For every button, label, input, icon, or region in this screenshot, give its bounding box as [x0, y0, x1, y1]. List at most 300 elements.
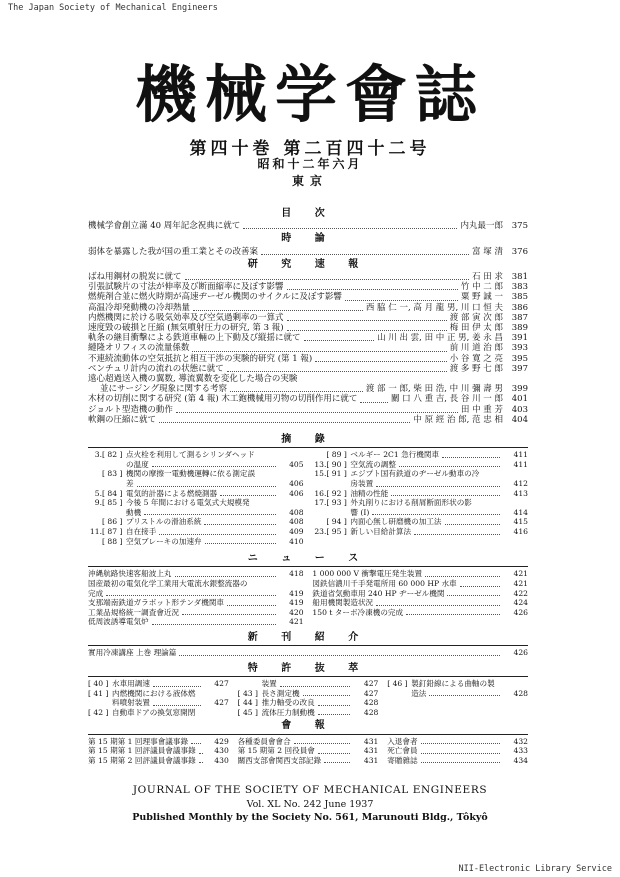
- toc-entry-author: 石 田 求: [472, 272, 503, 283]
- footer-volume: Vol. XL No. 242 June 1937: [246, 799, 374, 810]
- news-item[interactable]: [88, 617, 304, 627]
- toc-leader: [318, 714, 351, 715]
- toc-leader: [106, 595, 275, 596]
- toc-entry[interactable]: [88, 333, 528, 343]
- toc-entry-page: 385: [511, 292, 528, 303]
- toc-leader: [227, 605, 276, 606]
- patent-item[interactable]: [387, 679, 528, 689]
- toc-leader: [445, 524, 500, 525]
- toc-entry-author: 前 川 道 治 郎: [449, 343, 503, 354]
- toc-entry-continued[interactable]: [88, 384, 528, 394]
- masthead-title: 機械学會誌: [134, 58, 485, 131]
- abstract-title: 空気流の調整: [350, 459, 396, 469]
- toc-entry[interactable]: [88, 272, 528, 282]
- patents-column-2: [238, 679, 379, 717]
- toc-leader: [185, 279, 470, 280]
- society-item[interactable]: [88, 737, 229, 747]
- news-item-title: 鉄道省気動車用 240 HP ヂーゼル機関: [312, 588, 445, 598]
- toc-entry-page: 391: [511, 333, 528, 344]
- toc-entry-title: 燃焼剤合並に燃火時期が高速ヂーゼル機関のサイクルに及ぼす影響: [88, 292, 342, 303]
- society-item-page: 432: [513, 736, 528, 746]
- patent-item-page: 427: [214, 698, 229, 708]
- toc-leader: [294, 743, 351, 744]
- abstract-title: プリストルの滑油系統: [126, 517, 202, 527]
- toc-leader: [425, 576, 500, 577]
- abstract-page: 408: [289, 517, 304, 527]
- abstract-ref: [ 95 ]: [326, 527, 347, 537]
- toc-leader: [318, 753, 350, 754]
- toc-leader: [144, 514, 275, 515]
- toc-entry-author: 渡 部 寅 次 郎: [449, 312, 503, 323]
- society-item-page: 431: [363, 736, 379, 746]
- abstract-entry[interactable]: [88, 460, 304, 470]
- toc-entry[interactable]: [88, 394, 528, 404]
- toc-entry-page: 376: [511, 246, 528, 257]
- society-item-title: 入退會者: [387, 736, 418, 746]
- abstract-ref: [ 89 ]: [326, 450, 347, 460]
- abstract-ref: [ 84 ]: [102, 488, 123, 498]
- patent-item-title: 推力軸受の改良: [261, 698, 315, 708]
- toc-leader: [159, 534, 275, 535]
- patent-item-ref: [ 45 ]: [237, 707, 259, 717]
- toc-leader: [153, 686, 201, 687]
- toc-leader: [315, 361, 447, 362]
- toc-leader: [345, 300, 458, 301]
- abstract-number: 13.: [314, 459, 327, 469]
- news-item-title: 船用機関製造状況: [312, 598, 374, 608]
- news-item-page: 421: [513, 579, 528, 588]
- book-item-title: 實用冷凍講座 上巻 理論篇: [88, 648, 177, 658]
- toc-entry-title: 引張試験片の寸法が伸率及び断面縮率に及ぼす影響: [88, 282, 284, 293]
- toc-leader: [372, 514, 500, 515]
- patent-item[interactable]: [238, 708, 379, 718]
- toc-entry-page: 404: [511, 414, 528, 425]
- toc-entry[interactable]: [88, 292, 528, 302]
- abstracts-right-column: [312, 450, 528, 546]
- abstract-number: 17.: [314, 498, 327, 508]
- patent-item-page: 427: [363, 678, 379, 688]
- abstract-title: エジプト国有鉄道のヂーゼル動車の冷: [350, 469, 480, 479]
- abstract-entry[interactable]: [88, 479, 304, 489]
- toc-leader: [360, 402, 388, 403]
- abstract-entry[interactable]: [312, 460, 528, 470]
- patent-item[interactable]: [238, 698, 379, 708]
- abstract-title: 点火栓を利用して測るシリンダヘッド: [126, 450, 255, 460]
- abstract-entry[interactable]: [88, 527, 304, 537]
- toc-entry[interactable]: [88, 282, 528, 292]
- toc-entry-page: 403: [511, 404, 528, 415]
- society-item-page: 430: [214, 746, 229, 756]
- abstract-page: 405: [289, 459, 304, 469]
- toc-entry-author: 内丸最一郎: [460, 221, 503, 232]
- society-item[interactable]: [238, 746, 379, 756]
- news-item-page: 426: [513, 607, 528, 617]
- news-item[interactable]: [88, 608, 304, 618]
- toc-entry-author: 梅 田 伊 太 郎: [449, 323, 503, 334]
- society-item-title: 寄贈雜誌: [387, 755, 418, 765]
- books-list: [88, 648, 528, 658]
- news-item-title: 図鉄信濃川千手発電所用 60 000 HP 水車: [312, 579, 457, 588]
- patent-item-ref: [ 43 ]: [237, 688, 259, 698]
- book-item[interactable]: [88, 648, 528, 658]
- abstract-page: 406: [289, 479, 304, 489]
- abstract-entry[interactable]: [88, 469, 304, 479]
- toc-heading: 目 次: [281, 208, 335, 219]
- abstract-entry[interactable]: [88, 508, 304, 518]
- abstract-ref: [ 91 ]: [326, 469, 347, 479]
- toc-leader: [376, 486, 500, 487]
- news-item[interactable]: [312, 608, 528, 618]
- abstract-entry[interactable]: [312, 527, 528, 537]
- toc-leader: [175, 576, 276, 577]
- toc-entry[interactable]: [88, 313, 528, 323]
- toc-entry-author: 渡 多 野 七 郎: [449, 363, 503, 374]
- news-item-title: 工業品規格統一調査會近況: [88, 607, 180, 617]
- toc-entry-title: 不連続流動体の空気抵抗と相互干渉の実験的研究 (第 1 報): [88, 353, 313, 364]
- abstract-title: 動機: [126, 507, 142, 517]
- section-heading-research: 研 究 速 報: [247, 258, 369, 270]
- section-heading-jiron: 時 論: [281, 233, 335, 245]
- toc-leader: [227, 371, 447, 372]
- toc-leader: [220, 495, 275, 496]
- source-watermark-bottom: NII-Electronic Library Service: [458, 864, 612, 874]
- patent-item-page: 427: [214, 678, 229, 688]
- news-item-title: 150 t ターボ冷凍機の完成: [312, 607, 404, 617]
- abstract-entry[interactable]: [312, 489, 528, 499]
- toc-entry-author: 富 塚 清: [472, 246, 503, 257]
- news-item-title: 支那端南鉄道ガラボット形テンダ機関車: [88, 598, 225, 608]
- abstract-title: 電気的計器による燃焼測器: [126, 488, 218, 498]
- abstract-entry[interactable]: [88, 537, 304, 547]
- news-item[interactable]: [312, 569, 528, 579]
- toc-entry[interactable]: [88, 323, 528, 333]
- society-item-page: 433: [513, 746, 528, 756]
- news-item-title: 国産最初の電気化学工業用大電流水銀整流器の: [88, 579, 248, 588]
- society-item-title: 第 15 期第 1 回評議員會議事錄: [88, 746, 196, 756]
- toc-leader: [406, 614, 500, 615]
- patent-item-page: 428: [363, 707, 379, 717]
- toc-entry-title: ベンチュリ計内の流れの状態に就て: [88, 363, 224, 374]
- toc-entry-page: 397: [511, 363, 528, 374]
- news-item-page: 424: [513, 598, 528, 608]
- abstract-entry[interactable]: [88, 498, 304, 508]
- news-item[interactable]: [88, 589, 304, 599]
- abstract-entry[interactable]: [312, 508, 528, 518]
- society-item-page: 429: [214, 736, 229, 746]
- toc-entry-title: ジョルト型造機の動作: [88, 404, 173, 415]
- toc-entry-title: 弱体を暴露した我が国の重工業とその改善案: [88, 246, 259, 257]
- toc-entry-title: 木材の切削に関する研究 (第 4 報) 木工鉋機械用刃物の切削作用に就て: [88, 394, 358, 405]
- jiron-list: [88, 247, 528, 257]
- news-item-page: 420: [289, 607, 304, 617]
- toc-entry-title: 高温冷却発動機の冷却熱量: [88, 302, 191, 313]
- research-list: [88, 272, 528, 374]
- toc-entry-author: 竹 中 二 郎: [460, 282, 503, 293]
- patents-column-1: [88, 679, 229, 717]
- toc-leader: [376, 605, 500, 606]
- toc-entry-title: 内燃機関に於ける吸気効率及び空気過剰率の一算式: [88, 312, 284, 323]
- toc-entry-page: 389: [511, 323, 528, 334]
- toc-leader: [287, 330, 447, 331]
- abstract-ref: [ 87 ]: [102, 527, 123, 537]
- toc-entry-author: 田 中 重 芳: [460, 404, 503, 415]
- abstract-entry[interactable]: [312, 469, 528, 479]
- toc-leader: [442, 457, 500, 458]
- toc-entry[interactable]: [88, 405, 528, 415]
- society-column-2: [238, 737, 379, 766]
- news-item[interactable]: [312, 598, 528, 608]
- abstract-ref: [ 86 ]: [102, 517, 123, 527]
- abstract-title: 今後 5 年間における電気式大規模発: [126, 498, 250, 508]
- news-item[interactable]: [88, 569, 304, 579]
- abstract-page: 408: [289, 507, 304, 517]
- abstract-number: 9.: [94, 498, 102, 508]
- toc-entry-author: 小 谷 寛 之 亮: [449, 353, 503, 364]
- toc-entry[interactable]: [88, 354, 528, 364]
- abstract-number: 15.: [314, 469, 327, 479]
- abstract-ref: [ 88 ]: [102, 536, 123, 546]
- abstract-ref: [ 85 ]: [102, 498, 123, 508]
- news-item[interactable]: [88, 598, 304, 608]
- patents-columns: [88, 679, 528, 717]
- toc-leader: [137, 486, 276, 487]
- society-item-title: 第 15 期第 1 回理事會議事錄: [88, 736, 189, 746]
- news-item-page: 421: [513, 569, 528, 579]
- patent-item-title: 造法: [411, 688, 427, 698]
- research-list-tail: [88, 394, 528, 425]
- abstract-ref: [ 92 ]: [326, 488, 347, 498]
- society-item[interactable]: [88, 746, 229, 756]
- society-item-title: 第 15 期第 2 回評議員會議事錄: [88, 755, 196, 765]
- toc-entry-page: 375: [511, 221, 528, 232]
- toc-leader: [191, 743, 201, 744]
- toc-leader: [421, 743, 500, 744]
- news-left-column: [88, 569, 304, 627]
- book-item-page: 426: [513, 648, 528, 658]
- abstract-page: 412: [513, 479, 528, 489]
- society-item-title: 死亡會員: [387, 746, 418, 756]
- toc-entry-author: 山 川 出 雲, 田 中 正 男, 姜 永 昌: [377, 333, 503, 344]
- news-item-page: 418: [289, 569, 304, 579]
- society-item[interactable]: [387, 756, 528, 766]
- patent-item-ref: [ 41 ]: [88, 688, 109, 698]
- society-columns: [88, 737, 528, 766]
- toc-leader: [280, 686, 351, 687]
- section-heading-books: 新 刊 紹 介: [247, 631, 369, 643]
- footer-publisher: Published Monthly by the Society No. 561, Marunouti Bldg., Tôkyô: [132, 812, 488, 823]
- society-item[interactable]: [238, 737, 379, 747]
- abstract-title: 機関の摩擦一電動機運轉に依る測定誤: [126, 469, 256, 479]
- society-item-title: 各種委員會會合: [237, 736, 291, 746]
- abstract-number: 11.: [89, 527, 102, 537]
- abstract-entry[interactable]: [312, 479, 528, 489]
- patent-item[interactable]: [88, 708, 229, 718]
- toc-leader: [447, 595, 500, 596]
- toc-leader: [460, 586, 500, 587]
- society-item-page: 430: [214, 755, 229, 765]
- society-item-page: 431: [363, 746, 379, 756]
- toc-leader: [287, 289, 458, 290]
- toc-leader: [182, 614, 275, 615]
- abstract-number: 23.: [314, 527, 327, 537]
- toc-leader: [159, 422, 410, 423]
- patent-item-title: 製釘鉛線による曲軸の製: [411, 678, 495, 688]
- toc-entry-title: 軌条の継目衝擊による鉄道車輛の上下動及び縦揺に就て: [88, 333, 301, 344]
- society-item[interactable]: [387, 737, 528, 747]
- patent-item-title: 長さ測定機: [261, 688, 300, 698]
- society-column-1: [88, 737, 229, 766]
- toc-entry[interactable]: [88, 343, 528, 353]
- abstract-entry[interactable]: [88, 517, 304, 527]
- issue-date: 昭和十二年六月: [257, 157, 363, 171]
- abstract-ref: [ 82 ]: [102, 450, 123, 460]
- society-column-3: [387, 737, 528, 766]
- abstract-title: 自在接手: [126, 527, 157, 537]
- abstract-ref: [ 93 ]: [326, 498, 347, 508]
- toc-leader: [152, 466, 276, 467]
- toc-leader: [176, 412, 458, 413]
- toc-leader: [391, 495, 500, 496]
- toc-leader: [205, 543, 276, 544]
- abstract-page: 411: [513, 459, 528, 469]
- section-heading-patents: 特 許 抜 萃: [247, 662, 369, 674]
- toc-intro-list: [88, 221, 528, 231]
- toc-leader: [199, 753, 203, 754]
- toc-leader: [429, 695, 500, 696]
- footer-journal-name: JOURNAL OF THE SOCIETY OF MECHANICAL ENGINEERS: [132, 784, 488, 796]
- society-item[interactable]: [387, 746, 528, 756]
- toc-entry-title: 縺隆オリフィスの流量係数: [88, 343, 190, 354]
- patent-item[interactable]: [238, 679, 379, 689]
- abstract-entry[interactable]: [312, 517, 528, 527]
- toc-leader: [152, 624, 276, 625]
- patents-column-3: [387, 679, 528, 717]
- toc-entry-author: 西 脇 仁 一, 高 月 龍 男, 川 口 恒 夫: [365, 302, 503, 313]
- toc-entry-title: ばね用鋼材の脱炭に就て: [88, 272, 182, 283]
- toc-entry-page: 383: [511, 282, 528, 293]
- abstract-ref: [ 94 ]: [326, 517, 347, 527]
- abstract-title: 空気ブレーキの加速弁: [126, 536, 202, 546]
- toc-entry-title: 速度毀の破損と圧縮 (無気噴射圧力の研究, 第 3 報): [88, 323, 284, 334]
- toc-entry[interactable]: [88, 247, 528, 257]
- toc-leader: [304, 340, 375, 341]
- toc-leader: [318, 705, 351, 706]
- news-item[interactable]: [88, 579, 304, 589]
- patent-item-title: 内燃機関における液体燃: [112, 688, 196, 698]
- news-item-page: 419: [289, 588, 304, 598]
- society-item-page: 434: [513, 755, 528, 765]
- abstract-entry[interactable]: [88, 489, 304, 499]
- toc-entry-author: 粟 野 誠 一: [460, 292, 503, 303]
- news-right-column: [312, 569, 528, 627]
- patent-item[interactable]: [88, 689, 229, 699]
- abstract-page: 416: [513, 527, 528, 537]
- abstract-page: 409: [289, 527, 304, 537]
- news-item-title: 1 000 000 V 衝撃電圧発生装置: [312, 569, 423, 579]
- society-item-title: 關西支部會関西支部記錄: [237, 755, 322, 765]
- society-item[interactable]: [238, 756, 379, 766]
- news-item[interactable]: [312, 589, 528, 599]
- patent-item-title: 装置: [261, 678, 277, 688]
- abstract-page: 415: [513, 517, 528, 527]
- abstract-title: 油精の性能: [350, 488, 389, 498]
- source-watermark-top: The Japan Society of Mechanical Engineers: [8, 3, 218, 13]
- society-item-page: 431: [363, 755, 379, 765]
- toc-leader: [303, 695, 351, 696]
- patent-item-ref: [ 42 ]: [88, 707, 109, 717]
- toc-entry[interactable]: [88, 303, 528, 313]
- toc-leader: [153, 705, 201, 706]
- toc-entry[interactable]: [88, 374, 528, 384]
- toc-entry[interactable]: [88, 221, 528, 231]
- toc-entry-author: 關 口 八 重 吉, 長 谷 川 一 郎: [390, 394, 503, 405]
- patent-item-title: 自動車ドアの換気窓開閉: [112, 707, 196, 717]
- society-item[interactable]: [88, 756, 229, 766]
- patent-item-ref: [ 40 ]: [88, 678, 109, 688]
- abstracts-columns: [88, 450, 528, 546]
- patent-item[interactable]: [88, 698, 229, 708]
- abstract-entry[interactable]: [312, 498, 528, 508]
- patent-item[interactable]: [238, 689, 379, 699]
- patent-item[interactable]: [387, 689, 528, 699]
- toc-entry-page: 399: [511, 384, 528, 395]
- abstract-page: 411: [513, 450, 528, 460]
- abstract-title: 内面心無し研磨機の加工法: [350, 517, 442, 527]
- toc-leader: [261, 254, 469, 255]
- news-item-title: 完成: [88, 588, 104, 598]
- toc-leader: [324, 762, 350, 763]
- toc-entry[interactable]: [88, 415, 528, 425]
- abstract-number: 3.: [94, 450, 102, 460]
- section-heading-abstracts: 摘 錄: [281, 434, 335, 446]
- abstract-number: 5.: [94, 488, 102, 498]
- toc-entry-title: 軟鋼の圧縮に就て: [88, 414, 157, 425]
- toc-leader: [421, 753, 500, 754]
- toc-leader: [204, 524, 275, 525]
- patent-item-title: 水車用調速: [112, 678, 150, 688]
- patent-item-ref: [ 44 ]: [237, 698, 259, 708]
- abstract-entry[interactable]: [88, 450, 304, 460]
- toc-leader: [179, 655, 500, 656]
- toc-entry-author: 中 原 經 治 郎, 范 忠 相: [413, 414, 503, 425]
- abstracts-left-column: [88, 450, 304, 546]
- news-item-title: 沖縄航路快速客船波上丸: [88, 569, 172, 579]
- toc-entry-title: 機械学會創立滿 40 周年記念祝典に就て: [88, 221, 241, 232]
- abstract-title: 房装置: [350, 479, 374, 489]
- toc-leader: [192, 351, 446, 352]
- section-heading-society: 會 報: [281, 720, 335, 732]
- toc-entry[interactable]: [88, 364, 528, 374]
- abstract-title: 外丸削りにおける削屑断面形状の影: [350, 498, 472, 508]
- news-item-title: 低周波誘導電気炉: [88, 617, 149, 627]
- abstract-number: 16.: [314, 488, 327, 498]
- abstract-title: 新しい目給計算法: [350, 527, 412, 537]
- abstract-ref: [ 90 ]: [326, 459, 347, 469]
- toc-entry-page: 381: [511, 272, 528, 283]
- toc-leader: [193, 310, 363, 311]
- toc-leader: [399, 466, 500, 467]
- table-of-contents: [88, 206, 528, 765]
- abstract-entry[interactable]: [312, 450, 528, 460]
- abstract-title: 響 (I): [350, 507, 370, 517]
- news-item[interactable]: [312, 579, 528, 589]
- toc-entry-title: 並にサージング現象に関する考察: [100, 384, 227, 395]
- abstract-title: 差: [126, 479, 134, 489]
- patent-item-ref: [ 46 ]: [387, 678, 408, 688]
- abstract-title: の温度: [126, 459, 149, 469]
- patent-item[interactable]: [88, 679, 229, 689]
- toc-leader: [414, 534, 500, 535]
